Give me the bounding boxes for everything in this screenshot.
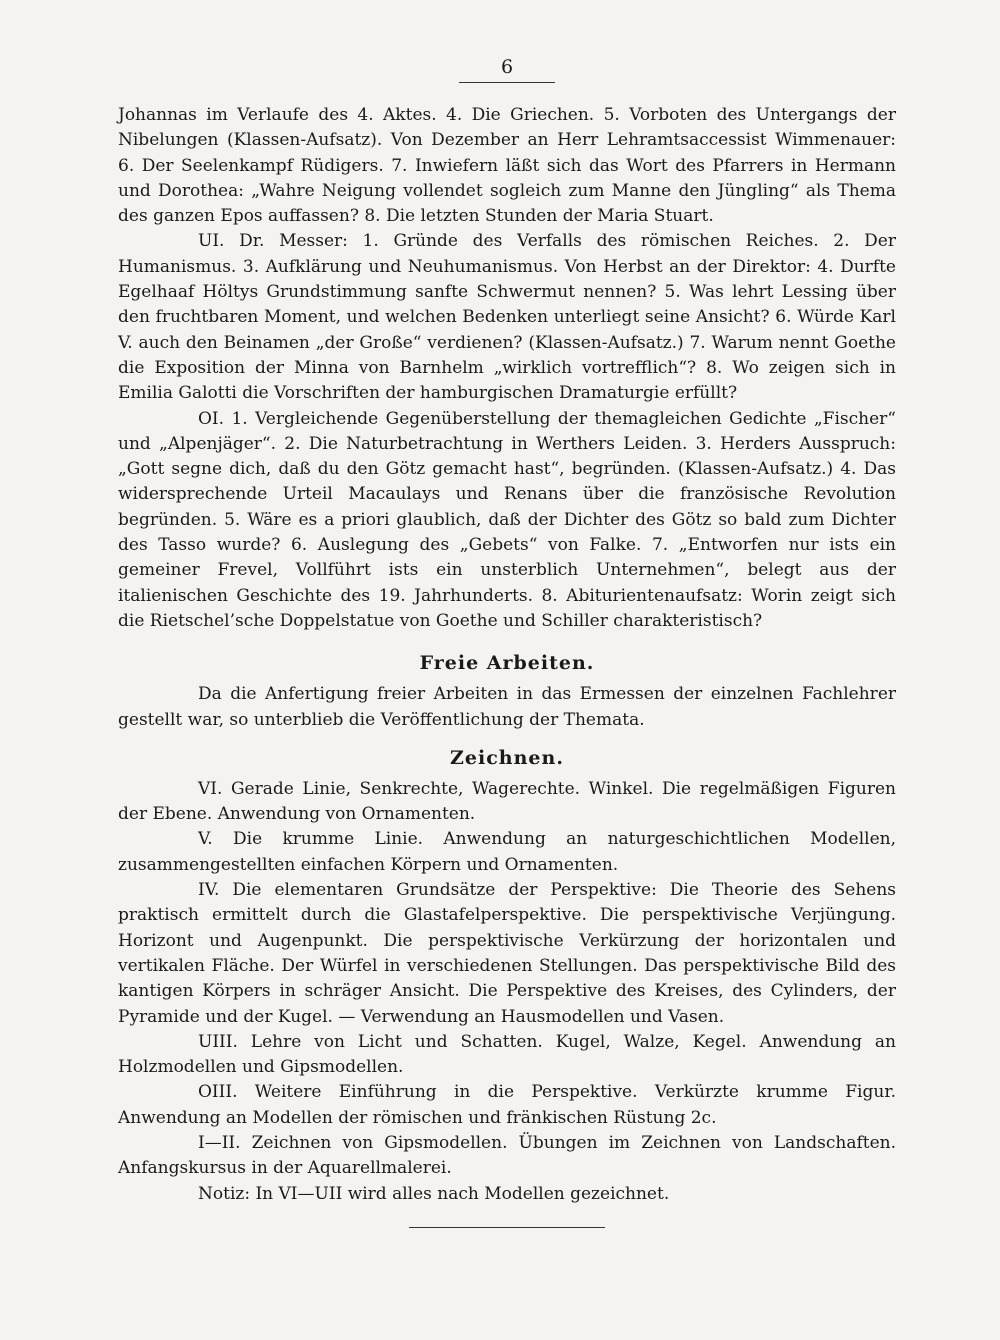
- drawing-v: V. Die krumme Linie. Anwendung an naturgeschichtlichen Modellen, zusammengestellten einfachen Körpern und Ornamenten.: [118, 829, 896, 875]
- drawing-uiii: UIII. Lehre von Licht und Schatten. Kugel, Walze, Kegel. Anwendung an Holzmodellen und Gipsmodellen.: [118, 1031, 896, 1078]
- drawing-iv: IV. Die elementaren Grundsätze der Perspektive: Die Theorie des Sehens praktisch ermittelt durch die Glastafelperspektive. Die perspektivische Verjüngung. Horizont und Augenpunkt. Die perspektivische Verkürzung der horizontalen und vertikalen Fläche. Der Würfel in verschiedenen Stellungen. Das perspektivische Bild des kantigen Körpers in schräger Ansicht. Die Perspektive des Kreises, des Cylinders, der Pyramide und der Kugel. — Verwendung an Hausmodellen und Vasen.: [118, 880, 896, 1027]
- essay-topics-continued: Johannas im Verlaufe des 4. Aktes. 4. Die Griechen. 5. Vorboten des Untergangs der Nibelungen (Klassen-Aufsatz). Von Dezember an Herr Lehramtsaccessist Wimmenauer: 6. Der Seelenkampf Rüdigers. 7. Inwiefern läßt sich das Wort des Pfarrers in Hermann und Dorothea: „Wahre Neigung vollendet sogleich zum Manne den Jüngling“ als Thema des ganzen Epos auffassen? 8. Die letzten Stunden der Maria Stuart.: [118, 105, 896, 227]
- free-work-text: Da die Anfertigung freier Arbeiten in das Ermessen der einzelnen Fachlehrer gestellt war, so unterblieb die Veröffentlichung der Themata.: [118, 684, 896, 730]
- page-number-rule: [459, 82, 555, 83]
- drawing-vi: VI. Gerade Linie, Senkrechte, Wagerechte. Winkel. Die regelmäßigen Figuren der Ebene. Anwendung von Ornamenten.: [118, 778, 896, 825]
- page-number: 6: [500, 56, 514, 78]
- heading-drawing: Zeichnen.: [450, 746, 564, 769]
- bottom-rule: [409, 1227, 605, 1228]
- drawing-note: Notiz: In VI—UII wird alles nach Modellen gezeichnet.: [198, 1183, 670, 1204]
- drawing-i-ii: I—II. Zeichnen von Gipsmodellen. Übungen im Zeichnen von Landschaften. Anfangskursus in der Aquarellmalerei.: [118, 1132, 896, 1179]
- document-page: [118, 56, 896, 1228]
- drawing-oiii: OIII. Weitere Einführung in die Perspektive. Verkürzte krumme Figur. Anwendung an Modellen der römischen und fränkischen Rüstung 2c.: [118, 1082, 896, 1128]
- essay-topics-oi: OI. 1. Vergleichende Gegenüberstellung der themagleichen Gedichte „Fischer“ und „Alpenjäger“. 2. Die Naturbetrachtung in Werthers Leiden. 3. Herders Ausspruch: „Gott segne dich, daß du den Götz gemacht hast“, begründen. (Klassen-Aufsatz.) 4. Das widersprechende Urteil Macaulays und Renans über die französische Revolution begründen. 5. Wäre es a priori glaublich, daß der Dichter des Götz so bald zum Dichter des Tasso wurde? 6. Auslegung des „Gebets“ von Falke. 7. „Entworfen nur ists ein gemeiner Frevel, Vollführt ists ein unsterblich Unternehmen“, belegt aus der italienischen Geschichte des 19. Jahrhunderts. 8. Abiturientenaufsatz: Worin zeigt sich die Rietschel’sche Doppelstatue von Goethe und Schiller charakteristisch?: [118, 408, 896, 631]
- essay-topics-ui: UI. Dr. Messer: 1. Gründe des Verfalls des römischen Reiches. 2. Der Humanismus. 3. Aufklärung und Neuhumanismus. Von Herbst an der Direktor: 4. Durfte Egelhaaf Höltys Grundstimmung sanfte Schwermut nennen? 5. Was lehrt Lessing über den fruchtbaren Moment, und welchen Bedenken unterliegt seine Ansicht? 6. Würde Karl V. auch den Beinamen „der Große“ verdienen? (Klassen-Aufsatz.) 7. Warum nennt Goethe die Exposition der Minna von Barnhelm „wirklich vortrefflich“? 8. Wo zeigen sich in Emilia Galotti die Vorschriften der hamburgischen Dramaturgie erfüllt?: [118, 231, 896, 404]
- heading-free-work: Freie Arbeiten.: [419, 652, 595, 675]
